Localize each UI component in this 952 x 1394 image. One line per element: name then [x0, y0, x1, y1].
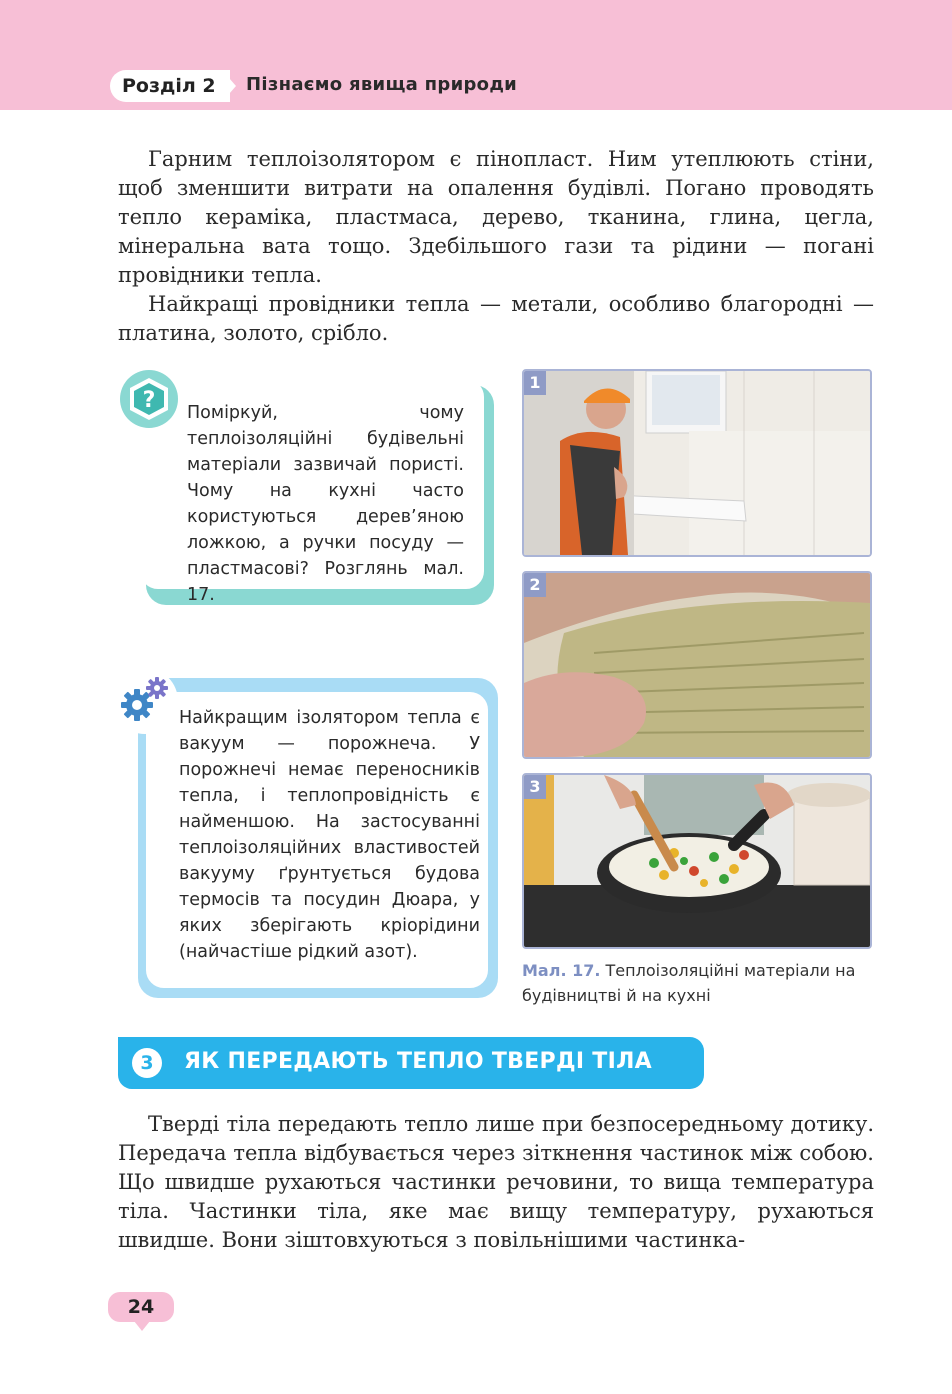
page-number: 24	[108, 1292, 174, 1322]
figure-caption-label: Мал. 17.	[522, 961, 601, 980]
intro-paragraph-1: Гарним теплоізолятором є пінопласт. Ним утеплюють стіни, щоб зменшити витрати на опалення будівлі. Погано проводять тепло кераміка, пластмаса, дерево, тканина, глина, цегла, мінеральна вата тощо. Здебільшого гази та рідини — погані провідники тепла.	[118, 147, 874, 287]
photo-2-number: 2	[524, 573, 546, 597]
intro-paragraph-2: Найкращі провідники тепла — метали, особливо благородні — платина, золото, срібло.	[118, 292, 874, 345]
svg-text:?: ?	[142, 388, 156, 413]
body-paragraph-1: Тверді тіла передають тепло лише при безпосередньому дотику. Передача тепла відбувається через зіткнення частинок між собою. Що швидше рухаються частинки речовини, то вища температура тіла. Частинки тіла, яке має вищу температуру, рухаються швидше. Вони зіштовхуються з повільнішими частинка-	[118, 1112, 874, 1252]
photo-3-frying-pan	[522, 773, 872, 949]
chapter-arrow	[222, 70, 236, 102]
think-box-text: Поміркуй, чому теплоізоляційні будівельні матеріали зазвичай пористі. Чому на кухні часто користуються дерев’яною ложкою, а ручки посуду — пластмасові? Розглянь мал. 17.	[187, 403, 464, 605]
photo-1-worker	[522, 369, 872, 557]
chapter-label: Розділ 2	[110, 70, 230, 102]
photo-2-mineral-wool	[522, 571, 872, 759]
section-header	[118, 1037, 704, 1089]
page-number-tail	[134, 1321, 150, 1331]
question-icon	[120, 370, 178, 428]
section-number: 3	[132, 1048, 162, 1078]
section-title: ЯК ПЕРЕДАЮТЬ ТЕПЛО ТВЕРДІ ТІЛА	[184, 1049, 652, 1074]
gears-icon	[112, 668, 178, 734]
chapter-title: Пізнаємо явища природи	[246, 74, 518, 95]
photo-3-number: 3	[524, 775, 546, 799]
figure-caption-text: Теплоізоляційні матеріали на будівництві й на кухні	[522, 961, 856, 1005]
info-box-text: Найкращим ізолятором тепла є вакуум — порожнеча. У порожнечі немає переносників тепла, і теплопровідність є найменшою. На застосуванні теплоізоляційних властивостей вакууму ґрунтується будова термосів та посудин Дюара, у яких зберігають кріорідини (найчастіше рідкий азот).	[179, 708, 480, 962]
photo-1-number: 1	[524, 371, 546, 395]
figure-caption	[522, 958, 872, 1008]
